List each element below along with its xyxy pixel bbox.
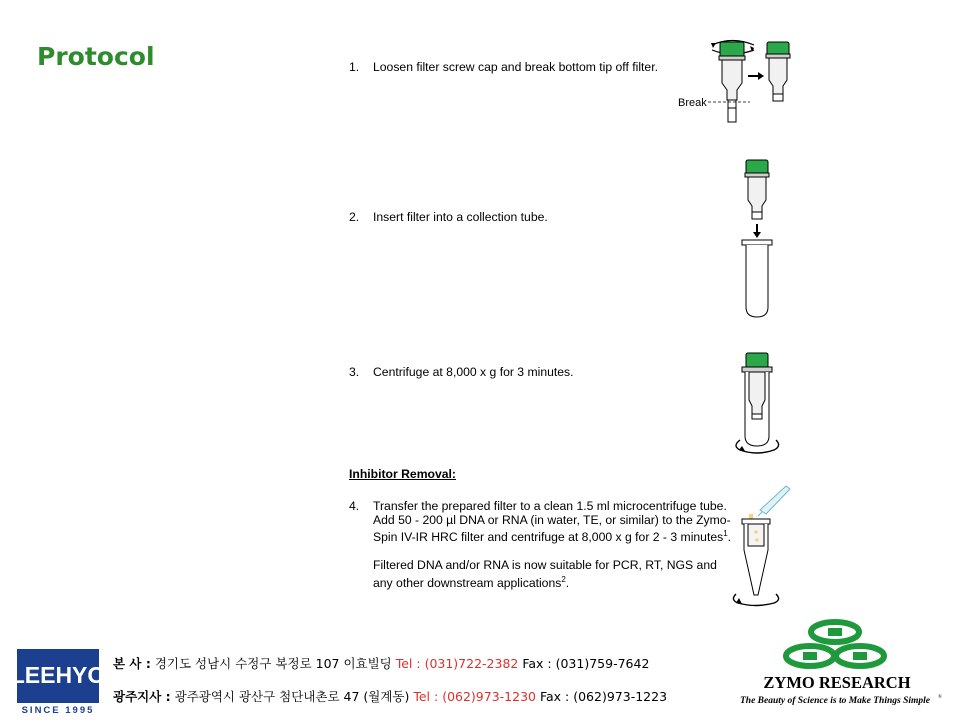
step-text: Add 50 - 200 µl DNA or RNA (in water, TE, or similar) to the Zymo- [373, 512, 731, 527]
footnote-marker: 1 [723, 529, 728, 538]
step-number: 4. [349, 499, 360, 513]
step-text-with-footnote: any other downstream applications$^2$. [373, 574, 570, 590]
hq-fax: Fax : (031)759-7642 [518, 656, 650, 671]
rotation-icon [733, 594, 778, 606]
step-number: 2. [349, 210, 360, 224]
step-text: Loosen filter screw cap and break bottom tip off filter. [373, 60, 658, 74]
svg-text:LEEHYO: LEEHYO [10, 662, 106, 688]
branch-tel: Tel : (062)973-1230 [413, 689, 536, 704]
green-cap-icon [746, 353, 768, 368]
footer-hq-address: 본 사 : 경기도 성남시 수정구 복정로 107 이효빌딩 Tel : (031)722-2382 Fax : (031)759-7642 [113, 656, 650, 671]
footnote-marker: 2 [561, 574, 566, 584]
pipette-tip-icon [760, 486, 790, 514]
filter-column-icon [748, 177, 766, 212]
step-text: Insert filter into a collection tube. [373, 210, 548, 224]
zymo-research-logo [732, 620, 942, 712]
branch-fax: Fax : (062)973-1223 [536, 689, 668, 704]
hq-tel: Tel : (031)722-2382 [395, 656, 519, 671]
figure-insert-tube [735, 157, 780, 322]
svg-text:ZYMO RESEARCH: ZYMO RESEARCH [763, 673, 911, 692]
svg-text:SINCE 1995: SINCE 1995 [21, 705, 95, 716]
collection-tube-icon [746, 245, 768, 317]
branch-label: 광주지사 : [113, 689, 171, 704]
step-number: 3. [349, 365, 360, 379]
section-heading-inhibitor-removal: Inhibitor Removal: [349, 467, 456, 481]
leehyo-logo [10, 649, 106, 716]
arrow-right-icon [758, 72, 764, 80]
figure-break-tip [672, 38, 802, 128]
step-text: Transfer the prepared filter to a clean 1.5 ml microcentrifuge tube. [373, 499, 727, 513]
hq-label: 본 사 : [113, 656, 151, 671]
svg-text:®: ® [938, 695, 942, 700]
step-text: Filtered DNA and/or RNA is now suitable for PCR, RT, NGS and [373, 558, 717, 572]
step-number: 1. [349, 60, 360, 74]
step-text: Centrifuge at 8,000 x g for 3 minutes. [373, 365, 574, 379]
svg-text:The Beauty of Science is to Ma: The Beauty of Science is to Make Things Simple [740, 696, 930, 706]
page-title: Protocol [37, 42, 155, 71]
filter-column-icon [722, 60, 742, 100]
arrow-down-icon [753, 232, 761, 238]
figure-centrifuge [730, 350, 785, 458]
droplet-icon [749, 514, 753, 519]
step-text-with-footnote: Spin IV-IR HRC filter and centrifuge at 8,000 x g for 2 - 3 minutes$^1$. [373, 529, 732, 545]
footer-branch-address: 광주지사 : 광주광역시 광산구 첨단내촌로 47 (월계동) Tel : (062)973-1230 Fax : (062)973-1223 [113, 689, 668, 704]
break-label: Break [678, 97, 707, 109]
figure-elution [728, 482, 798, 608]
